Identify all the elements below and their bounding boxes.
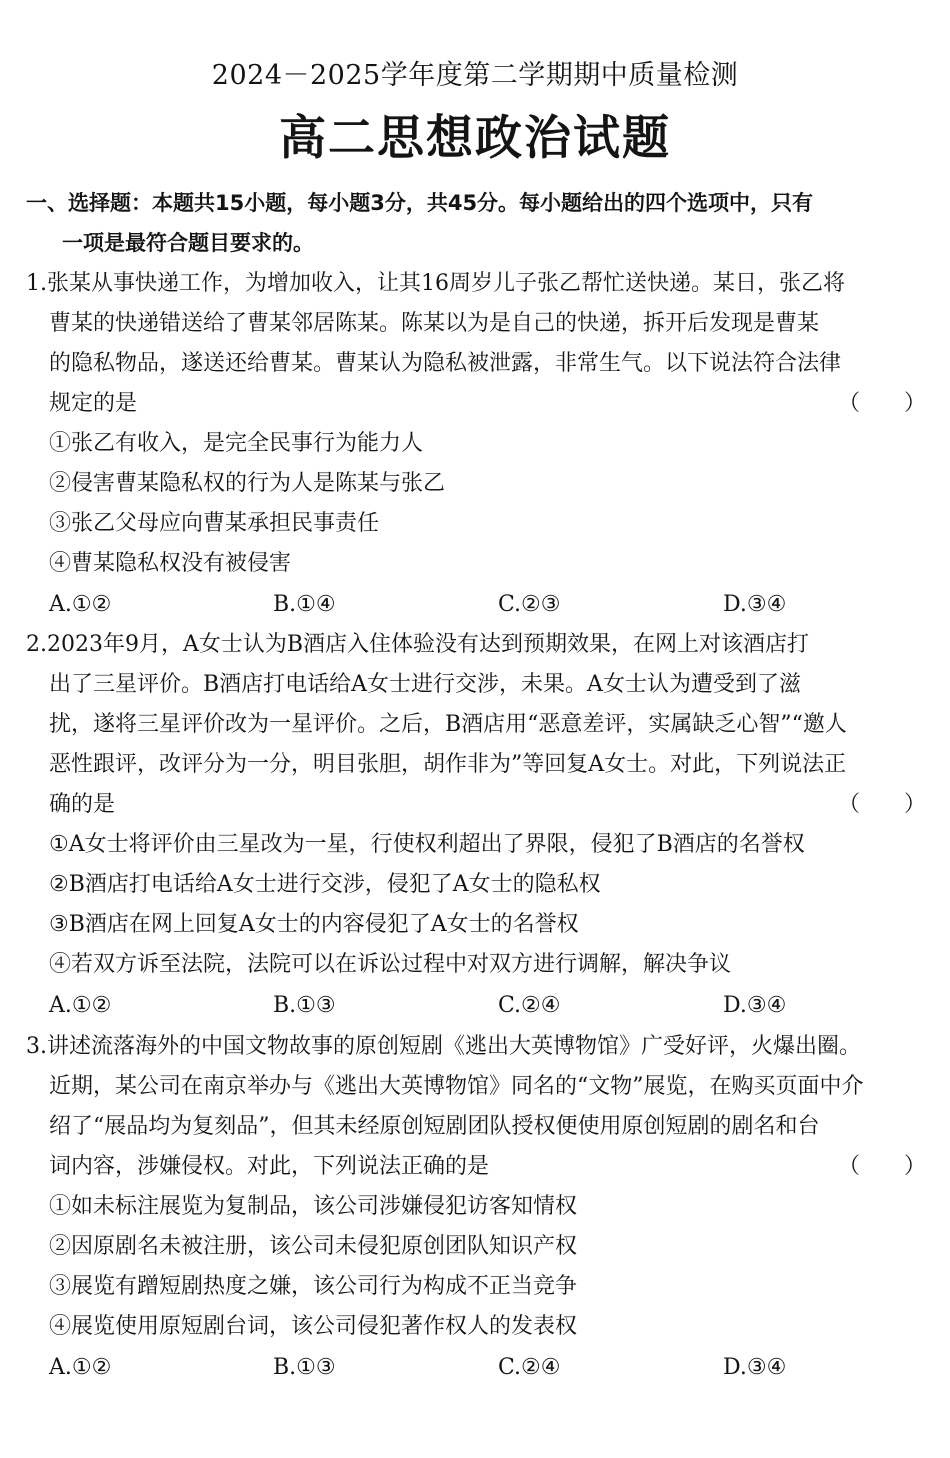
answer-bracket: （ ） bbox=[837, 792, 926, 817]
option-b: B.①④ bbox=[273, 592, 336, 617]
option-c: C.②④ bbox=[498, 1355, 561, 1380]
question-stem-line: 2.2023年9月，A女士认为B酒店入住体验没有达到预期效果，在网上对该酒店打 bbox=[26, 632, 810, 657]
question-stem-line: 扰，遂将三星评价改为一星评价。之后，B酒店用“恶意差评，实属缺乏心智”“邀人 bbox=[49, 712, 847, 737]
statement: ④曹某隐私权没有被侵害 bbox=[49, 551, 292, 576]
question-stem-line: 恶性跟评，改评分为一分，明目张胆，胡作非为”等回复A女士。对此，下列说法正 bbox=[49, 752, 847, 777]
question-stem-line bbox=[49, 1147, 930, 1187]
question-stem-line: 近期，某公司在南京举办与《逃出大英博物馆》同名的“文物”展览，在购买页面中介 bbox=[49, 1074, 864, 1099]
option-d: D.③④ bbox=[723, 1355, 787, 1380]
question-stem-line: 曹某的快递错送给了曹某邻居陈某。陈某以为是自己的快递，拆开后发现是曹某 bbox=[49, 311, 820, 336]
option-d: D.③④ bbox=[723, 592, 787, 617]
answer-bracket: （ ） bbox=[837, 1154, 926, 1179]
question-stem-line: 绍了“展品均为复刻品”，但其未经原创短剧团队授权便使用原创短剧的剧名和台 bbox=[49, 1114, 820, 1139]
statement: ①如未标注展览为复制品，该公司涉嫌侵犯访客知情权 bbox=[49, 1194, 578, 1219]
section-instruction-line: 一、选择题：本题共15小题，每小题3分，共45分。每小题给出的四个选项中，只有 bbox=[26, 191, 814, 215]
statement: ③展览有蹭短剧热度之嫌，该公司行为构成不正当竞争 bbox=[49, 1274, 578, 1299]
option-b: B.①③ bbox=[273, 993, 336, 1018]
option-a: A.①② bbox=[49, 592, 112, 617]
option-c: C.②④ bbox=[498, 993, 561, 1018]
question-stem-line bbox=[49, 384, 930, 424]
question-stem-line: 3.讲述流落海外的中国文物故事的原创短剧《逃出大英博物馆》广受好评，火爆出圈。 bbox=[26, 1034, 861, 1059]
statement: ①A女士将评价由三星改为一星，行使权利超出了界限，侵犯了B酒店的名誉权 bbox=[49, 832, 805, 857]
question-stem-line: 出了三星评价。B酒店打电话给A女士进行交涉，未果。A女士认为遭受到了滋 bbox=[49, 672, 801, 697]
option-b: B.①③ bbox=[273, 1355, 336, 1380]
statement: ②B酒店打电话给A女士进行交涉，侵犯了A女士的隐私权 bbox=[49, 872, 601, 897]
exam-year-heading: 2024－2025学年度第二学期期中质量检测 bbox=[211, 60, 739, 91]
question-stem-line: 1.张某从事快递工作，为增加收入，让其16周岁儿子张乙帮忙送快递。某日，张乙将 bbox=[26, 271, 845, 296]
statement: ①张乙有收入，是完全民事行为能力人 bbox=[49, 431, 424, 456]
section-instruction-line: 一项是最符合题目要求的。 bbox=[62, 231, 314, 255]
statement: ④展览使用原短剧台词，该公司侵犯著作权人的发表权 bbox=[49, 1314, 578, 1339]
statement: ④若双方诉至法院，法院可以在诉讼过程中对双方进行调解，解决争议 bbox=[49, 952, 732, 977]
question-stem-text: 规定的是 bbox=[49, 391, 138, 416]
question-stem-text: 词内容，涉嫌侵权。对此，下列说法正确的是 bbox=[49, 1154, 490, 1179]
statement: ③张乙父母应向曹某承担民事责任 bbox=[49, 511, 380, 536]
option-a: A.①② bbox=[49, 993, 112, 1018]
question-stem-line bbox=[49, 785, 930, 825]
section-instruction bbox=[26, 183, 930, 263]
option-a: A.①② bbox=[49, 1355, 112, 1380]
option-d: D.③④ bbox=[723, 993, 787, 1018]
statement: ③B酒店在网上回复A女士的内容侵犯了A女士的名誉权 bbox=[49, 912, 579, 937]
exam-title: 高二思想政治试题 bbox=[279, 111, 671, 166]
answer-bracket: （ ） bbox=[837, 391, 926, 416]
question-stem-text: 确的是 bbox=[49, 792, 116, 817]
option-c: C.②③ bbox=[498, 592, 561, 617]
statement: ②侵害曹某隐私权的行为人是陈某与张乙 bbox=[49, 471, 446, 496]
question-stem-line: 的隐私物品，遂送还给曹某。曹某认为隐私被泄露，非常生气。以下说法符合法律 bbox=[49, 351, 842, 376]
statement: ②因原剧名未被注册，该公司未侵犯原创团队知识产权 bbox=[49, 1234, 578, 1259]
